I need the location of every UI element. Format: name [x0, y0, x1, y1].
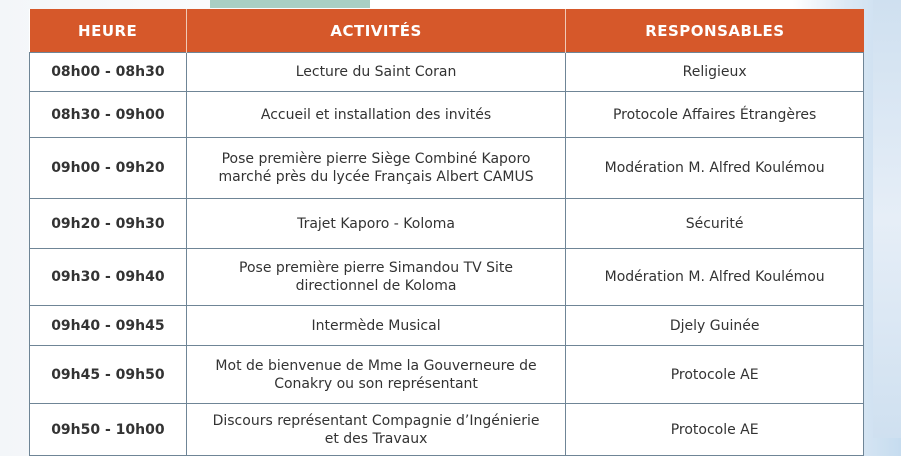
time-cell: 09h40 - 09h45	[30, 306, 187, 346]
header-row	[30, 9, 864, 53]
activity-cell	[186, 199, 565, 249]
table-row	[30, 53, 864, 92]
activity-line: Trajet Kaporo - Koloma	[297, 215, 456, 232]
time-cell: 09h45 - 09h50	[30, 346, 187, 404]
time-cell: 08h00 - 08h30	[30, 53, 187, 92]
activity-line: Discours représentant Compagnie d’Ingénierie	[212, 412, 540, 429]
responsible-cell: Modération M. Alfred Koulémou	[566, 138, 864, 199]
time-cell: 09h30 - 09h40	[30, 249, 187, 306]
activity-line: Conakry ou son représentant	[274, 375, 478, 392]
header-activity: ACTIVITÉS	[186, 9, 565, 53]
activity-line: directionnel de Koloma	[295, 278, 457, 294]
time-cell: 09h00 - 09h20	[30, 138, 187, 199]
responsible-cell: Djely Guinée	[566, 306, 864, 346]
activity-line: Intermède Musical	[311, 317, 441, 334]
activity-cell	[186, 53, 565, 92]
table-row	[30, 92, 864, 138]
responsible-cell: Modération M. Alfred Koulémou	[566, 249, 864, 306]
activity-line: Lecture du Saint Coran	[295, 64, 457, 80]
table-row	[30, 138, 864, 199]
activity-cell	[186, 306, 565, 346]
responsible-cell: Protocole AE	[566, 346, 864, 404]
schedule-table	[29, 9, 864, 456]
responsible-cell: Protocole Affaires Étrangères	[566, 92, 864, 138]
activity-line: marché près du lycée Français Albert CAMUS	[218, 169, 534, 185]
table-row	[30, 404, 864, 456]
time-cell: 09h20 - 09h30	[30, 199, 187, 249]
activity-line: Accueil et installation des invités	[260, 106, 492, 123]
time-cell: 08h30 - 09h00	[30, 92, 187, 138]
table-row	[30, 199, 864, 249]
activity-cell	[186, 138, 565, 199]
activity-cell	[186, 346, 565, 404]
top-accent-bar	[210, 0, 370, 8]
activity-line: Pose première pierre Simandou TV Site	[239, 260, 514, 276]
activity-line: Mot de bienvenue de Mme la Gouverneure de	[215, 357, 537, 374]
activity-cell	[186, 249, 565, 306]
activity-line: Pose première pierre Siège Combiné Kaporo	[221, 151, 531, 167]
time-cell: 09h50 - 10h00	[30, 404, 187, 456]
activity-cell	[186, 92, 565, 138]
activity-line: et des Travaux	[324, 430, 428, 447]
header-responsible: RESPONSABLES	[566, 9, 864, 53]
header-time: HEURE	[30, 9, 187, 53]
activity-cell	[186, 404, 565, 456]
responsible-cell: Protocole AE	[566, 404, 864, 456]
table-row	[30, 249, 864, 306]
table-row	[30, 306, 864, 346]
responsible-cell: Religieux	[566, 53, 864, 92]
right-decorative-band	[873, 0, 901, 438]
table-row	[30, 346, 864, 404]
responsible-cell: Sécurité	[566, 199, 864, 249]
